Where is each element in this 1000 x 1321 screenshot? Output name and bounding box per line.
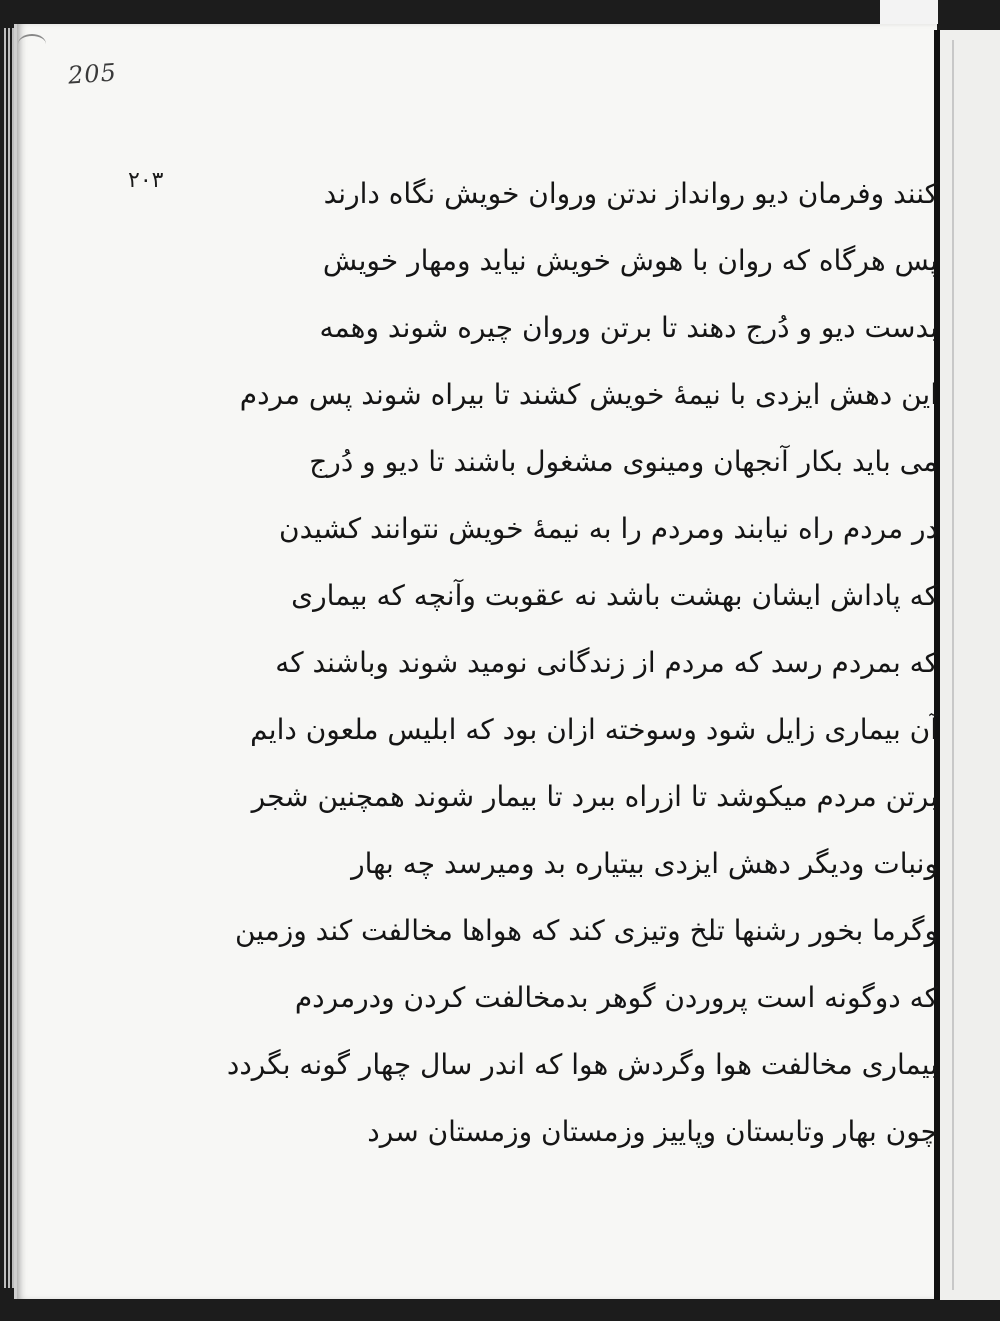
text-line: که پاداش ایشان بهشت باشد نه عقوبت وآنچه که بیماری bbox=[291, 579, 938, 612]
text-line: می باید بکار آنجهان ومینوی مشغول باشند تا دیو و دُرج bbox=[309, 445, 938, 478]
text-line: که دوگونه است پروردن گوهر بدمخالفت کردن ودرمردم bbox=[294, 981, 938, 1014]
text-line: آن بیماری زایل شود وسوخته ازان بود که ابلیس ملعون دایم bbox=[250, 713, 938, 746]
text-line: ونبات ودیگر دهش ایزدی بیتیاره بد ومیرسد چه بهار bbox=[351, 847, 938, 880]
leaf-edge-line bbox=[952, 40, 954, 1290]
text-line: که بمردم رسد که مردم از زندگانی نومید شوند وباشند که bbox=[275, 646, 938, 679]
margin-page-number: ۲۰۳ bbox=[128, 168, 164, 193]
text-line: چون بهار وتابستان وپاییز وزمستان وزمستان سرد bbox=[367, 1115, 938, 1148]
corner-mark bbox=[18, 34, 46, 54]
text-line: برتن مردم میکوشد تا ازراه ببرد تا بیمار شوند همچنین شجر bbox=[251, 780, 938, 813]
text-line: بیماری مخالفت هوا وگردش هوا که اندر سال چهار گونه بگردد bbox=[226, 1048, 938, 1081]
manuscript-text bbox=[178, 160, 938, 1165]
text-line: این دهش ایزدی با نیمهٔ خویش کشند تا بیراه شوند پس مردم bbox=[239, 378, 938, 411]
adjacent-leaf-top bbox=[880, 0, 938, 24]
folio-number: 205 bbox=[67, 58, 118, 90]
text-line: بدست دیو و دُرج دهند تا برتن وروان چیره شوند وهمه bbox=[319, 311, 938, 344]
text-line: در مردم راه نیابند ومردم را به نیمهٔ خویش نتوانند کشیدن bbox=[279, 512, 938, 545]
adjacent-leaf-right bbox=[934, 30, 1000, 1300]
page-edge bbox=[8, 28, 10, 1288]
text-line: پس هرگاه که روان با هوش خویش نیاید ومهار خویش bbox=[322, 244, 938, 277]
text-line: کنند وفرمان دیو روانداز ندتن وروان خویش نگاه دارند bbox=[323, 177, 938, 210]
text-line: وگرما بخور رشنها تلخ وتیزی کند که هواها مخالفت کند وزمین bbox=[234, 914, 938, 947]
page-edge bbox=[4, 28, 6, 1288]
